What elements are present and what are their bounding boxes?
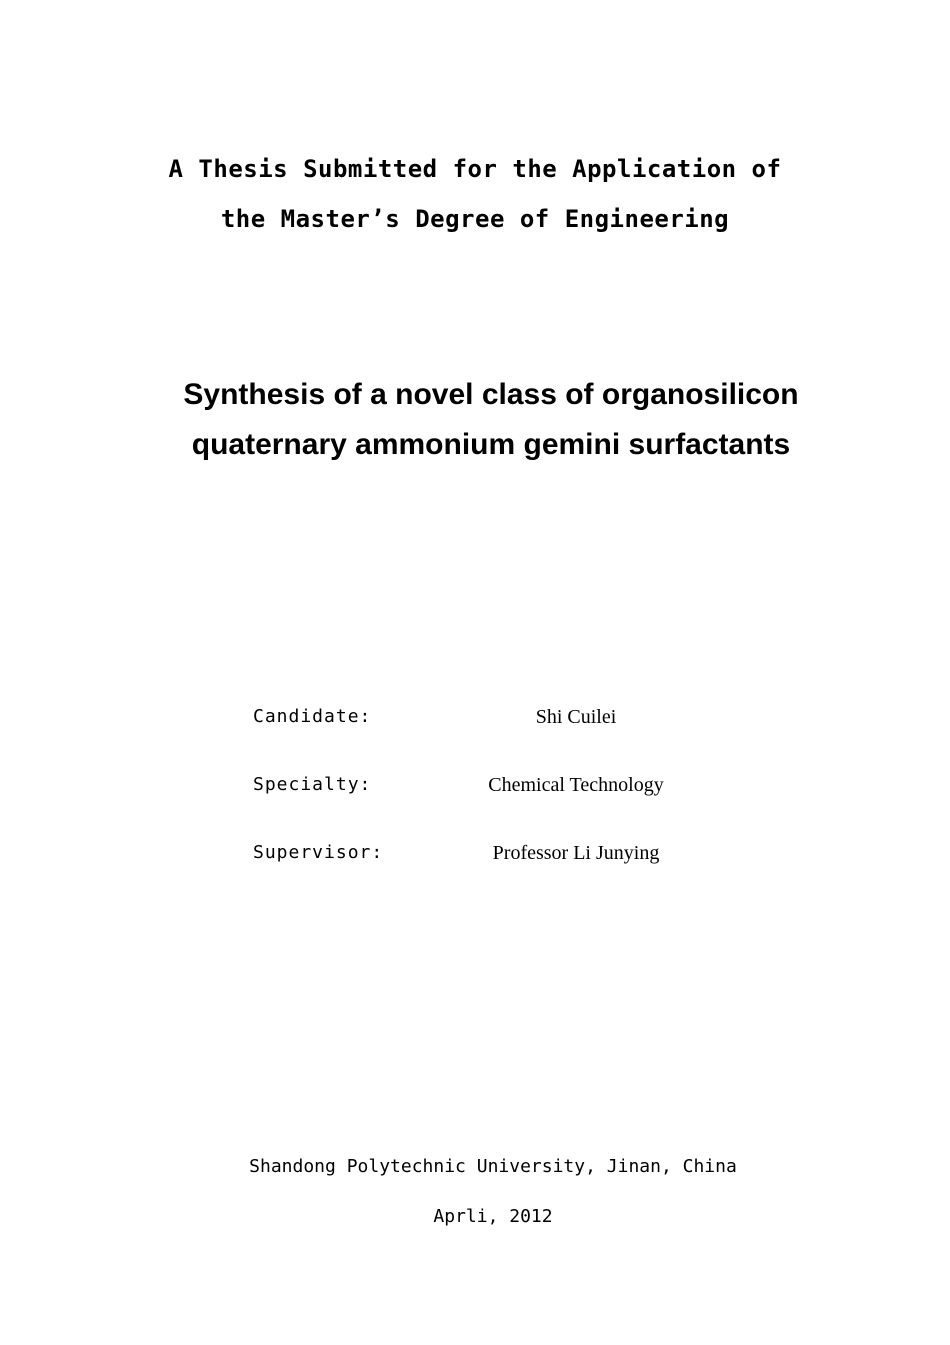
candidate-label: Candidate: [253,706,372,727]
specialty-label: Specialty: [253,774,372,795]
submission-date: Aprli, 2012 [433,1206,553,1227]
degree-statement-line-2: the Master’s Degree of Engineering [220,205,730,233]
degree-statement-line-1: A Thesis Submitted for the Application of [168,155,782,183]
thesis-title-line-1: Synthesis of a novel class of organosilicon [183,378,799,411]
specialty-value: Chemical Technology [488,774,664,796]
candidate-value: Shi Cuilei [535,706,617,728]
thesis-title-line-2: quaternary ammonium gemini surfactants [191,428,791,461]
supervisor-value: Professor Li Junying [492,842,660,864]
supervisor-label: Supervisor: [253,842,384,863]
university-line: Shandong Polytechnic University, Jinan, China [249,1156,737,1177]
